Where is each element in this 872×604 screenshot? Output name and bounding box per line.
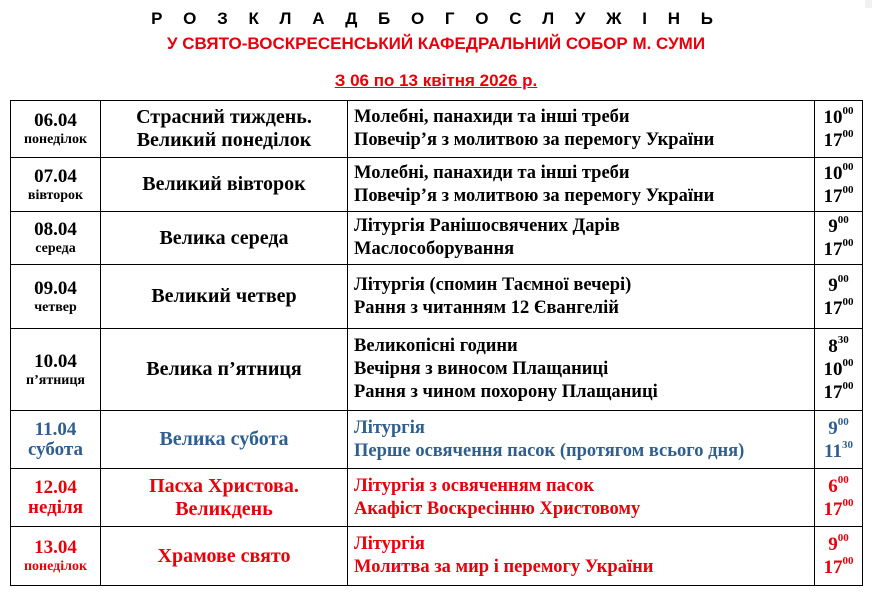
date-cell xyxy=(11,411,101,469)
schedule-row xyxy=(11,527,863,586)
service-item: Великопісні години xyxy=(354,336,518,356)
schedule-title: Р О З К Л А Д Б О Г О С Л У Ж І Н Ь xyxy=(151,9,721,28)
service-time: $9^{00}$ xyxy=(828,415,849,439)
times-cell xyxy=(815,469,863,527)
times-cell xyxy=(815,158,863,212)
feast-name-cell xyxy=(101,265,348,329)
weekday: середа xyxy=(35,241,76,256)
schedule-row xyxy=(11,265,863,329)
times-cell xyxy=(815,101,863,158)
schedule-row xyxy=(11,329,863,411)
date: 12.04 xyxy=(34,477,77,498)
service-time: $10^{00}$ xyxy=(823,105,854,128)
times-cell xyxy=(815,411,863,469)
schedule-row xyxy=(11,212,863,265)
service-time: $17^{00}$ xyxy=(823,496,854,520)
service-item: Молебні, панахиди та інші треби xyxy=(354,162,630,183)
weekday: вівторок xyxy=(27,187,84,203)
feast-name-cell xyxy=(101,411,348,469)
services-cell xyxy=(348,212,815,265)
services-cell xyxy=(348,411,815,469)
service-item: Вечірня з виносом Плащаниці xyxy=(354,359,609,379)
feast-name: Великий четвер xyxy=(151,285,297,307)
service-item: Повечір’я з молитвою за перемогу України xyxy=(354,130,715,150)
service-item: Молитва за мир і перемогу України xyxy=(354,557,654,577)
feast-name: Велика п’ятниця xyxy=(146,358,302,380)
services-cell xyxy=(348,469,815,527)
feast-name: Велика середа xyxy=(159,226,289,249)
weekday: четвер xyxy=(34,299,77,315)
service-time: $11^{30}$ xyxy=(824,438,853,462)
date-cell xyxy=(11,527,101,586)
date-cell xyxy=(11,158,101,212)
service-item: Рання з читанням 12 Євангелій xyxy=(354,297,619,318)
schedule-row xyxy=(11,101,863,158)
schedule-row xyxy=(11,469,863,527)
date-cell xyxy=(11,265,101,329)
weekday: неділя xyxy=(28,497,83,518)
schedule-row xyxy=(11,411,863,469)
service-item: Перше освячення пасок (протягом всього дня) xyxy=(354,440,745,461)
service-time: $9^{00}$ xyxy=(828,214,849,237)
feast-name-cell xyxy=(101,101,348,158)
feast-name-cell xyxy=(101,469,348,527)
service-time: $17^{00}$ xyxy=(823,555,854,578)
date: 11.04 xyxy=(34,419,77,440)
service-item: Маслособорування xyxy=(354,239,515,259)
services-cell xyxy=(348,101,815,158)
service-item: Літургія з освяченням пасок xyxy=(354,475,594,496)
corner-marker xyxy=(865,0,872,8)
service-item: Повечір’я з молитвою за перемогу України xyxy=(354,185,715,206)
service-item: Літургія xyxy=(354,534,425,554)
service-item: Акафіст Воскресінню Христовому xyxy=(354,498,641,519)
weekday: субота xyxy=(28,439,83,460)
service-item: Літургія Ранішосвячених Дарів xyxy=(354,216,620,236)
date-period xyxy=(0,71,872,91)
date-cell xyxy=(11,212,101,265)
date: 09.04 xyxy=(34,277,77,299)
service-time: $9^{00}$ xyxy=(828,272,849,296)
feast-name: Великдень xyxy=(175,497,273,520)
services-cell xyxy=(348,329,815,411)
service-time: $17^{00}$ xyxy=(823,128,854,151)
service-item: Літургія xyxy=(354,417,425,438)
service-time: $17^{00}$ xyxy=(823,237,854,260)
feast-name: Страсний тиждень. xyxy=(136,106,312,128)
times-cell xyxy=(815,212,863,265)
date-cell xyxy=(11,329,101,411)
times-cell xyxy=(815,527,863,586)
weekday: п’ятниця xyxy=(26,372,85,388)
service-time: $17^{00}$ xyxy=(823,295,854,319)
services-cell xyxy=(348,265,815,329)
service-time: $10^{00}$ xyxy=(823,357,854,380)
date-cell xyxy=(11,101,101,158)
service-time: $9^{00}$ xyxy=(828,532,849,555)
feast-name-cell xyxy=(101,212,348,265)
feast-name: Велика субота xyxy=(159,428,289,450)
date: 13.04 xyxy=(34,537,77,558)
schedule-table xyxy=(10,100,863,586)
feast-name: Великий вівторок xyxy=(142,173,306,195)
times-cell xyxy=(815,265,863,329)
weekday: понеділок xyxy=(23,132,88,147)
date: 08.04 xyxy=(34,219,77,240)
services-cell xyxy=(348,158,815,212)
services-cell xyxy=(348,527,815,586)
schedule-row xyxy=(11,158,863,212)
feast-name: Храмове свято xyxy=(157,544,291,567)
service-time: $8^{30}$ xyxy=(828,334,849,357)
date: 10.04 xyxy=(34,350,77,372)
feast-name-cell xyxy=(101,158,348,212)
cathedral-subtitle: У СВЯТО-ВОСКРЕСЕНСЬКИЙ КАФЕДРАЛЬНИЙ СОБОР М. СУМИ xyxy=(166,34,706,53)
date-period-text: З 06 по 13 квітня 2026 р. xyxy=(334,71,538,90)
date-cell xyxy=(11,469,101,527)
service-time: $17^{00}$ xyxy=(823,183,854,207)
service-item: Рання з чином похорону Плащаниці xyxy=(354,382,658,402)
feast-name-cell xyxy=(101,329,348,411)
feast-name: Великий понеділок xyxy=(136,129,312,151)
service-time: $6^{00}$ xyxy=(828,473,849,497)
service-time: $10^{00}$ xyxy=(823,160,854,184)
feast-name: Пасха Христова. xyxy=(149,474,299,497)
service-time: $17^{00}$ xyxy=(823,380,854,403)
weekday: понеділок xyxy=(23,559,88,574)
times-cell xyxy=(815,329,863,411)
feast-name-cell xyxy=(101,527,348,586)
date: 07.04 xyxy=(34,165,77,187)
service-item: Літургія (спомин Таємної вечері) xyxy=(354,274,632,295)
date: 06.04 xyxy=(34,110,77,131)
service-item: Молебні, панахиди та інші треби xyxy=(354,107,630,127)
